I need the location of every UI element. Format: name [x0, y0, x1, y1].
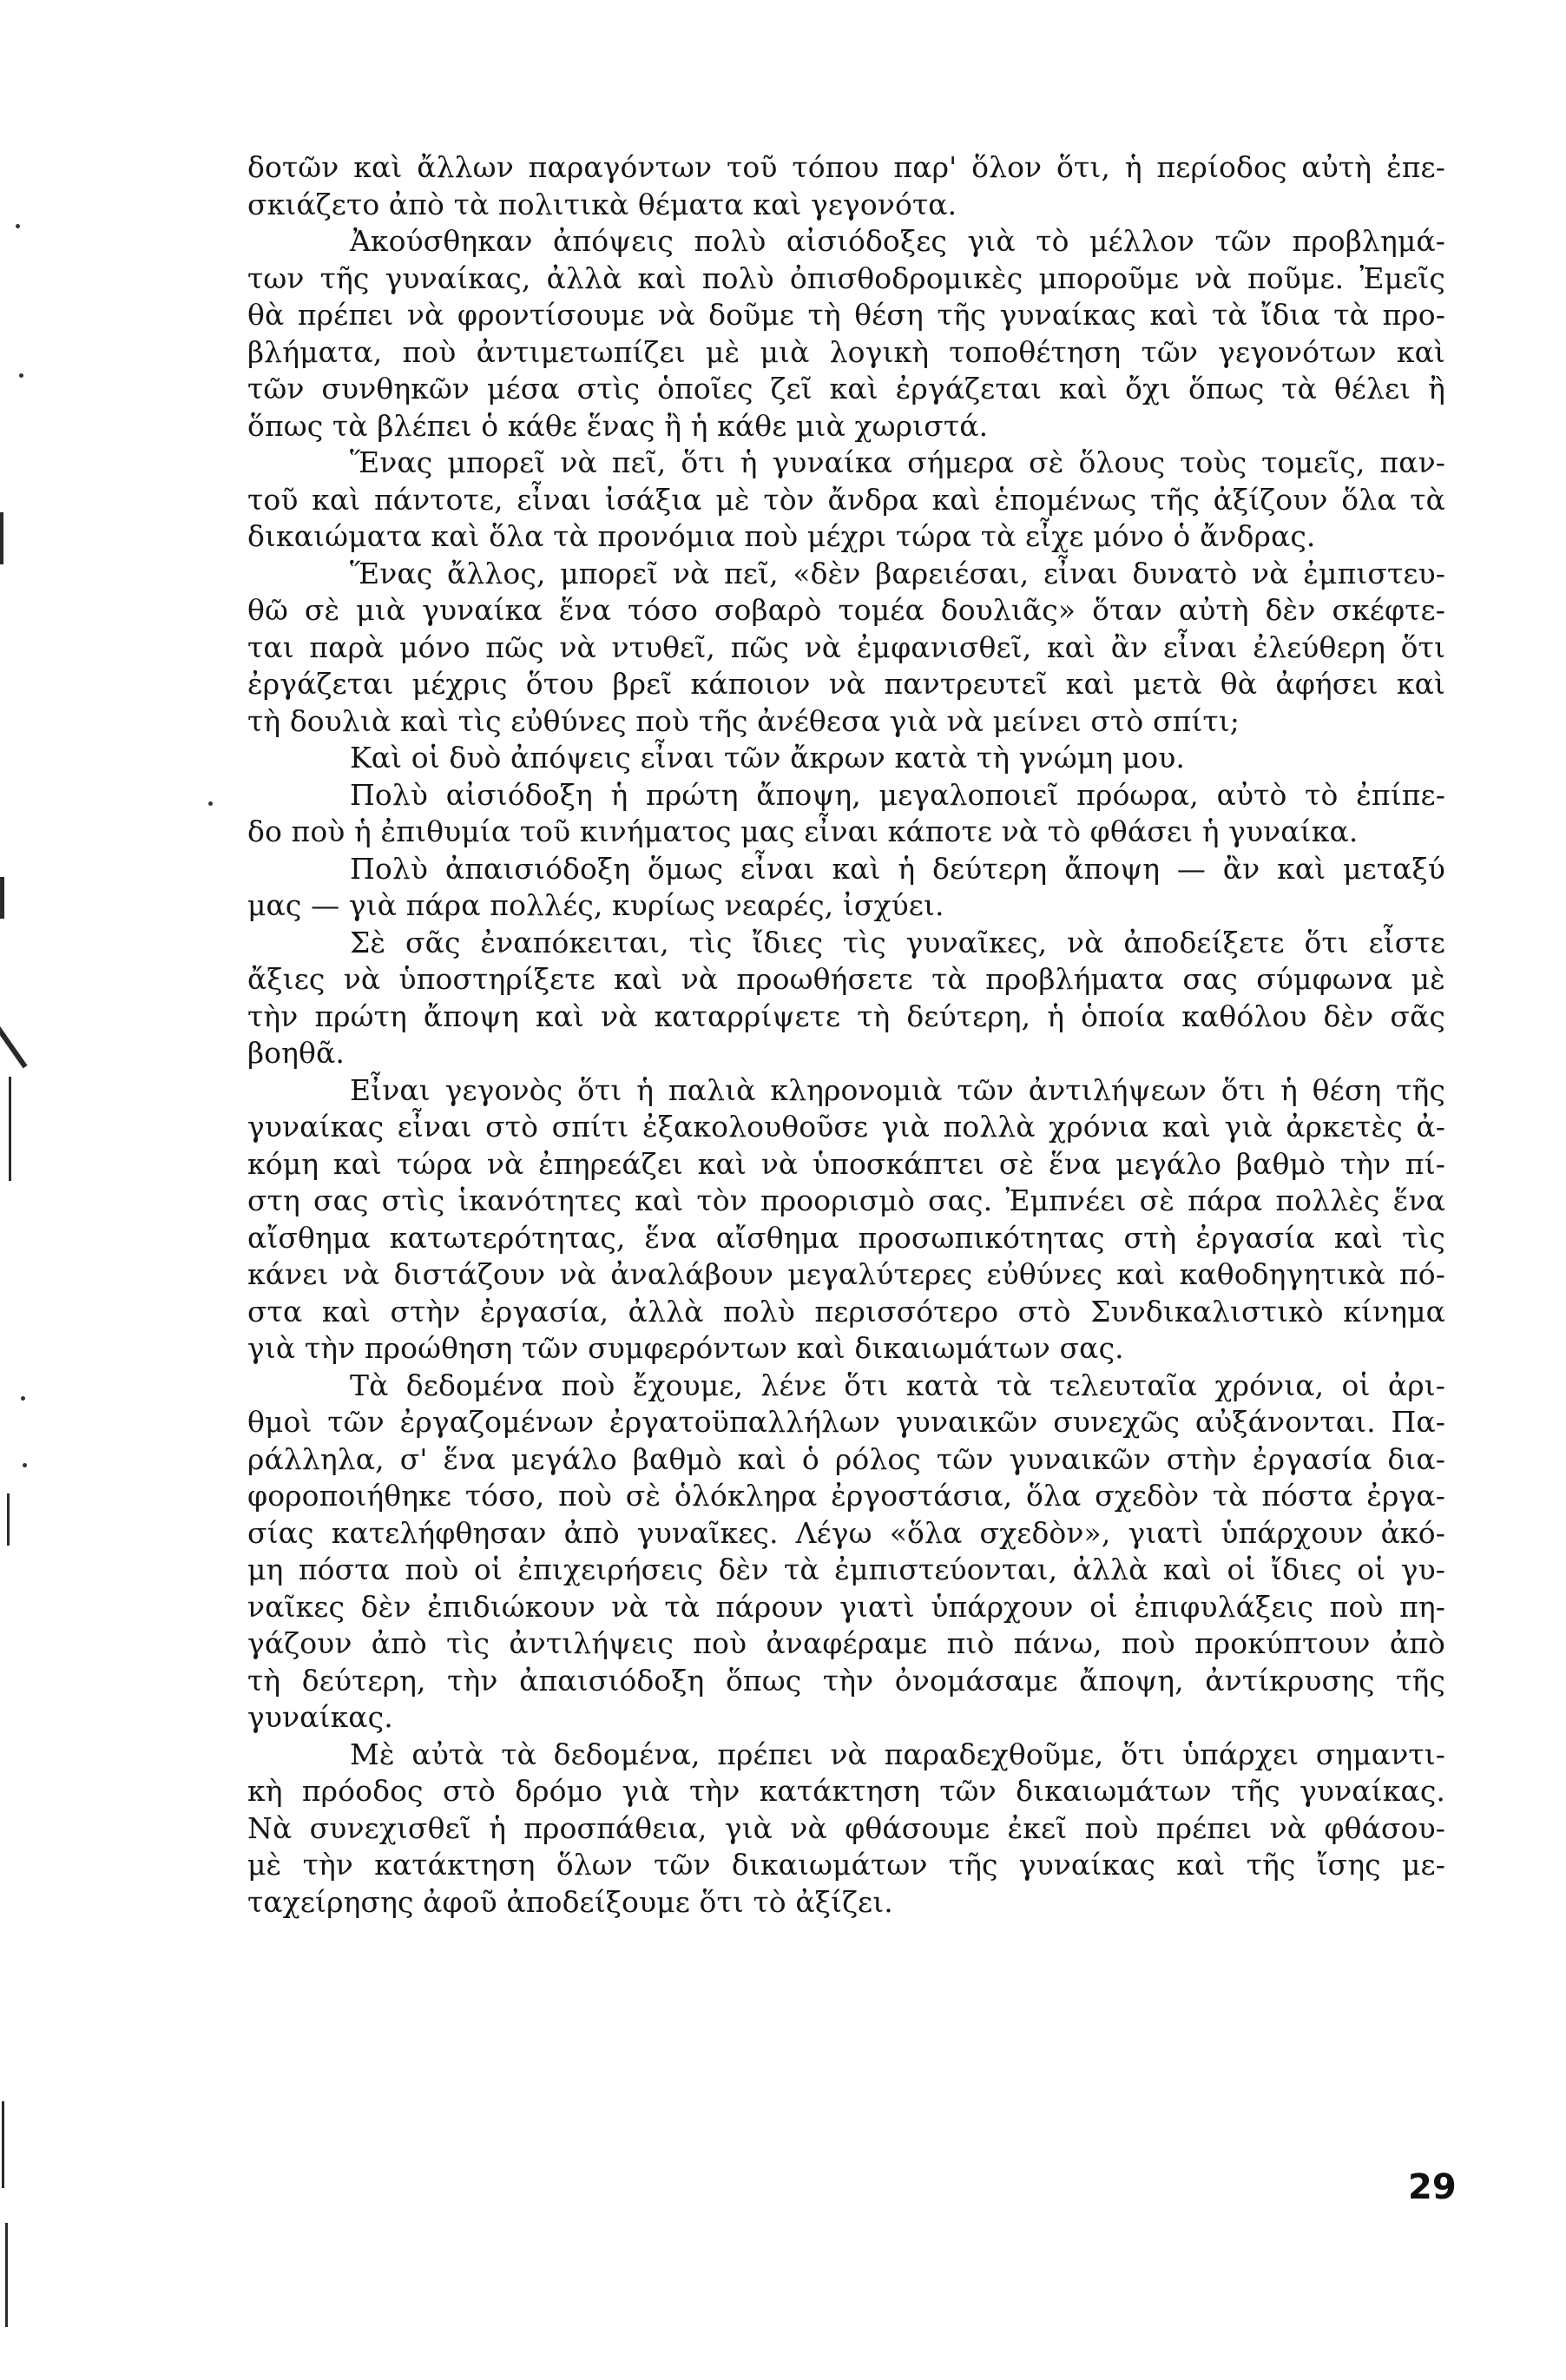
text-line: σίας κατελήφθησαν ἀπὸ γυναῖκες. Λέγω «ὅλα σχεδὸν», γιατὶ ὑπάρχουν ἀκό-: [247, 1515, 1445, 1550]
text-line: Ἕνας μπορεῖ νὰ πεῖ, ὅτι ἡ γυναίκα σήμερα σὲ ὅλους τοὺς τομεῖς, παν-: [350, 445, 1445, 479]
scan-edge-mark: [7, 1493, 10, 1546]
text-line: τὴ δεύτερη, τὴν ἀπαισιόδοξη ὅπως τὴν ὀνομάσαμε ἄποψη, ἀντίκρυσης τῆς: [247, 1663, 1445, 1698]
text-line: ἐργάζεται μέχρις ὅτου βρεῖ κάποιον νὰ παντρευτεῖ καὶ μετὰ θὰ ἀφήσει καὶ: [247, 667, 1445, 701]
paragraph: [247, 777, 1445, 851]
body-text: [247, 149, 1445, 1921]
scan-edge-mark: [0, 877, 4, 919]
text-line: Πολὺ αἰσιόδοξη ἡ πρώτη ἄποψη, μεγαλοποιεῖ πρόωρα, αὐτὸ τὸ ἐπίπε-: [350, 777, 1445, 812]
scan-edge-mark: [2, 2101, 4, 2188]
scan-speck: [19, 373, 23, 378]
text-line: θμοὶ τῶν ἐργαζομένων ἐργατοϋπαλλήλων γυναικῶν συνεχῶς αὐξάνονται. Πα-: [247, 1405, 1445, 1439]
paragraph: [247, 1072, 1445, 1368]
scan-edge-mark: [5, 2223, 8, 2327]
text-line: ράλληλα, σ' ἕνα μεγάλο βαθμὸ καὶ ὁ ρόλος τῶν γυναικῶν στὴν ἐργασία δια-: [247, 1441, 1445, 1476]
scan-edge-mark: [0, 1016, 28, 1069]
scan-edge-mark: [9, 1077, 11, 1181]
text-line: ταχείρησης ἀφοῦ ἀποδείξουμε ὅτι τὸ ἀξίζει.: [247, 1884, 893, 1919]
paragraph: [247, 223, 1445, 445]
text-line: κόμη καὶ τώρα νὰ ἐπηρεάζει καὶ νὰ ὑποσκάπτει σὲ ἕνα μεγάλο βαθμὸ τὴν πί-: [247, 1146, 1445, 1181]
text-line: μη πόστα ποὺ οἱ ἐπιχειρήσεις δὲν τὰ ἐμπιστεύονται, ἀλλὰ καὶ οἱ ἴδιες οἱ γυ-: [247, 1553, 1445, 1586]
text-line: τῶν συνθηκῶν μέσα στὶς ὁποῖες ζεῖ καὶ ἐργάζεται καὶ ὄχι ὅπως τὰ θέλει ἢ: [247, 372, 1445, 405]
page-number: 29: [1408, 2167, 1457, 2207]
text-line: Ἕνας ἄλλος, μπορεῖ νὰ πεῖ, «δὲν βαρειέσαι, εἶναι δυνατὸ νὰ ἐμπιστευ-: [350, 556, 1445, 590]
paragraph: [247, 149, 1445, 223]
text-line: κάνει νὰ διστάζουν νὰ ἀναλάβουν μεγαλύτερες εὐθύνες καὶ καθοδηγητικὰ πό-: [247, 1257, 1445, 1291]
text-line: γάζουν ἀπὸ τὶς ἀντιλήψεις ποὺ ἀναφέραμε πιὸ πάνω, ποὺ προκύπτουν ἀπὸ: [247, 1626, 1445, 1660]
text-line: βλήματα, ποὺ ἀντιμετωπίζει μὲ μιὰ λογικὴ τοποθέτηση τῶν γεγονότων καὶ: [247, 334, 1445, 369]
text-line: Τὰ δεδομένα ποὺ ἔχουμε, λένε ὅτι κατὰ τὰ τελευταῖα χρόνια, οἱ ἀρι-: [350, 1368, 1445, 1402]
paragraph: [247, 445, 1445, 556]
text-line: γιὰ τὴν προώθηση τῶν συμφερόντων καὶ δικαιωμάτων σας.: [247, 1331, 1124, 1365]
text-line: κὴ πρόοδος στὸ δρόμο γιὰ τὴν κατάκτηση τῶν δικαιωμάτων τῆς γυναίκας.: [247, 1774, 1445, 1808]
scan-speck: [21, 1396, 25, 1401]
text-line: θὰ πρέπει νὰ φροντίσουμε νὰ δοῦμε τὴ θέση τῆς γυναίκας καὶ τὰ ἴδια τὰ προ-: [247, 298, 1445, 332]
paragraph: [247, 1737, 1445, 1922]
text-line: δο ποὺ ἡ ἐπιθυμία τοῦ κινήματος μας εἶναι κάποτε νὰ τὸ φθάσει ἡ γυναίκα.: [247, 814, 1359, 848]
text-line: τὴν πρώτη ἄποψη καὶ νὰ καταρρίψετε τὴ δεύτερη, ἡ ὁποία καθόλου δὲν σᾶς: [247, 999, 1445, 1033]
text-line: στα καὶ στὴν ἐργασία, ἀλλὰ πολὺ περισσότερο στὸ Συνδικαλιστικὸ κίνημα: [247, 1294, 1445, 1328]
text-line: Εἶναι γεγονὸς ὅτι ἡ παλιὰ κληρονομιὰ τῶν ἀντιλήψεων ὅτι ἡ θέση τῆς: [350, 1072, 1445, 1107]
paragraph: [247, 851, 1445, 925]
text-line: μὲ τὴν κατάκτηση ὅλων τῶν δικαιωμάτων τῆς γυναίκας καὶ τῆς ἴσης με-: [247, 1848, 1445, 1882]
text-line: ἄξιες νὰ ὑποστηρίξετε καὶ νὰ προωθήσετε τὰ προβλήματα σας σύμφωνα μὲ: [247, 962, 1445, 996]
scan-speck: [23, 1463, 27, 1467]
text-line: δοτῶν καὶ ἄλλων παραγόντων τοῦ τόπου παρ' ὅλον ὅτι, ἡ περίοδος αὐτὴ ἐπε-: [247, 150, 1445, 184]
text-line: τοῦ καὶ πάντοτε, εἶναι ἰσάξια μὲ τὸν ἄνδρα καὶ ἑπομένως τῆς ἀξίζουν ὅλα τὰ: [247, 482, 1445, 517]
text-line: βοηθᾶ.: [247, 1036, 345, 1070]
paragraph: [247, 740, 1445, 777]
text-line: Ἀκούσθηκαν ἀπόψεις πολὺ αἰσιόδοξες γιὰ τὸ μέλλον τῶν προβλημά-: [350, 224, 1445, 258]
text-line: Μὲ αὐτὰ τὰ δεδομένα, πρέπει νὰ παραδεχθοῦμε, ὅτι ὑπάρχει σημαντι-: [350, 1737, 1445, 1771]
scan-edge-mark: [0, 512, 3, 564]
text-line: μας — γιὰ πάρα πολλές, κυρίως νεαρές, ἰσχύει.: [247, 888, 944, 922]
paragraph: [247, 1368, 1445, 1737]
text-line: Καὶ οἱ δυὸ ἀπόψεις εἶναι τῶν ἄκρων κατὰ τὴ γνώμη μου.: [350, 741, 1185, 775]
text-line: γυναίκας.: [247, 1700, 393, 1734]
text-line: Νὰ συνεχισθεῖ ἡ προσπάθεια, γιὰ νὰ φθάσουμε ἐκεῖ ποὺ πρέπει νὰ φθάσου-: [247, 1810, 1445, 1845]
text-line: δικαιώματα καὶ ὅλα τὰ προνόμια ποὺ μέχρι τώρα τὰ εἶχε μόνο ὁ ἄνδρας.: [247, 519, 1316, 553]
text-line: Πολὺ ἀπαισιόδοξη ὅμως εἶναι καὶ ἡ δεύτερη ἄποψη — ἂν καὶ μεταξύ: [350, 851, 1445, 886]
text-line: φοροποιήθηκε τόσο, ποὺ σὲ ὁλόκληρα ἐργοστάσια, ὅλα σχεδὸν τὰ πόστα ἐργα-: [247, 1479, 1445, 1513]
paragraph: [247, 925, 1445, 1072]
text-line: αἴσθημα κατωτερότητας, ἕνα αἴσθημα προσωπικότητας στὴ ἐργασία καὶ τὶς: [247, 1220, 1445, 1255]
scan-speck: [208, 801, 213, 806]
text-line: ται παρὰ μόνο πῶς νὰ ντυθεῖ, πῶς νὰ ἐμφανισθεῖ, καὶ ἂν εἶναι ἐλεύθερη ὅτι: [247, 630, 1445, 664]
text-line: θῶ σὲ μιὰ γυναίκα ἕνα τόσο σοβαρὸ τομέα δουλιᾶς» ὅταν αὐτὴ δὲν σκέφτε-: [247, 593, 1445, 627]
text-line: των τῆς γυναίκας, ἀλλὰ καὶ πολὺ ὀπισθοδρομικὲς μποροῦμε νὰ ποῦμε. Ἐμεῖς: [247, 260, 1445, 295]
text-line: ὅπως τὰ βλέπει ὁ κάθε ἕνας ἢ ἡ κάθε μιὰ χωριστά.: [247, 408, 989, 443]
text-line: Σὲ σᾶς ἐναπόκειται, τὶς ἴδιες τὶς γυναῖκες, νὰ ἀποδείξετε ὅτι εἶστε: [350, 925, 1445, 959]
paragraph: [247, 556, 1445, 741]
text-line: σκιάζετο ἀπὸ τὰ πολιτικὰ θέματα καὶ γεγονότα.: [247, 187, 957, 221]
text-line: τὴ δουλιὰ καὶ τὶς εὐθύνες ποὺ τῆς ἀνέθεσα γιὰ νὰ μείνει στὸ σπίτι;: [247, 703, 1240, 738]
scan-speck: [16, 224, 20, 228]
text-line: γυναίκας εἶναι στὸ σπίτι ἐξακολουθοῦσε γιὰ πολλὰ χρόνια καὶ γιὰ ἀρκετὲς ἀ-: [247, 1110, 1445, 1144]
text-line: ναῖκες δὲν ἐπιδιώκουν νὰ τὰ πάρουν γιατὶ ὑπάρχουν οἱ ἐπιφυλάξεις ποὺ πη-: [247, 1589, 1445, 1624]
text-line: στη σας στὶς ἱκανότητες καὶ τὸν προορισμὸ σας. Ἐμπνέει σὲ πάρα πολλὲς ἕνα: [247, 1183, 1445, 1217]
